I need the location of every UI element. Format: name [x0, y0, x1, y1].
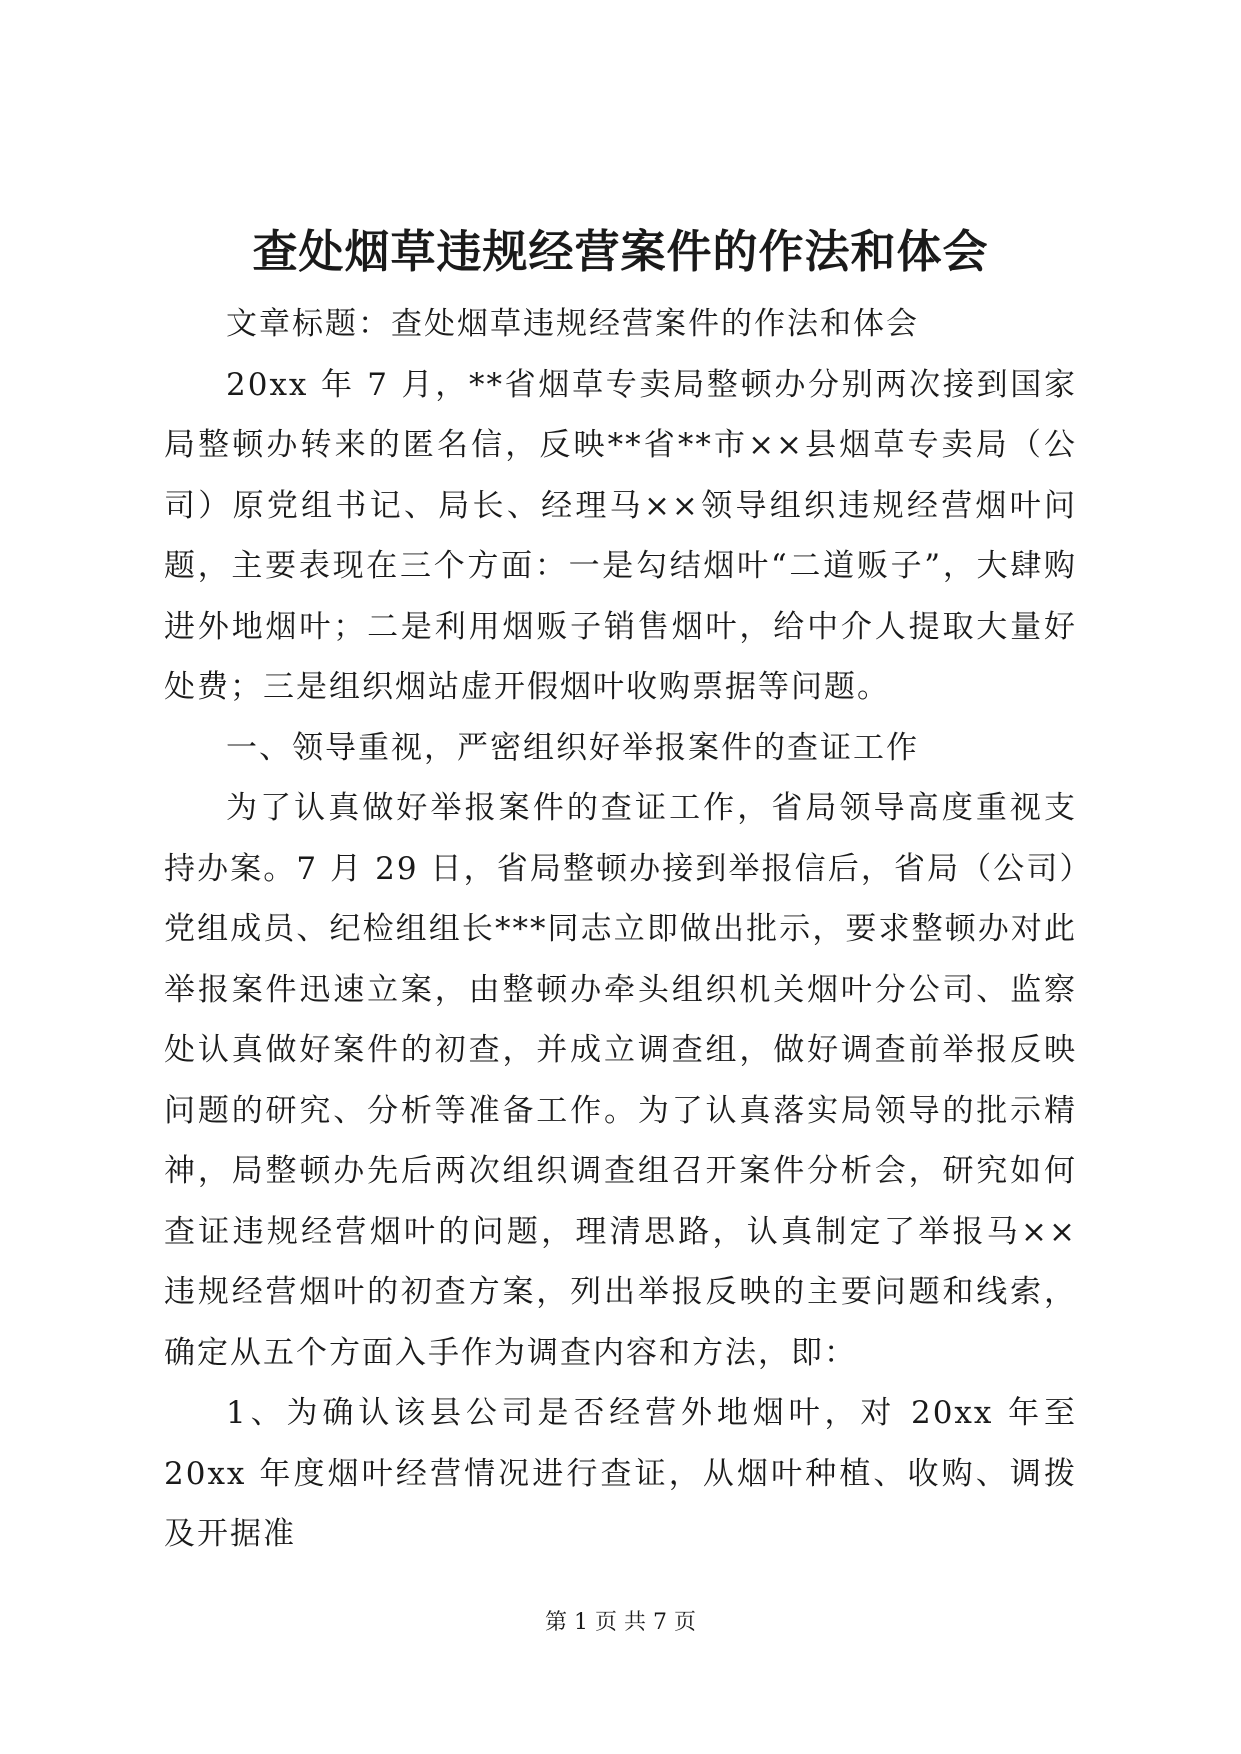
document-title: 查处烟草违规经营案件的作法和体会	[252, 225, 989, 278]
paragraph-section-body: 为了认真做好举报案件的查证工作，省局领导高度重视支持办案。7 月 29 日，省局整顿办接到举报信后，省局（公司）党组成员、纪检组组长***同志立即做出批示，要求整顿办对此举报案件迅速立案，由整顿办牵头组织机关烟叶分公司、监察处认真做好案件的初查，并成立调查组，做好调查前举报反映问题的研究、分析等准备工作。为了认真落实局领导的批示精神，局整顿办先后两次组织调查组召开案件分析会，研究如何查证违规经营烟叶的问题，理清思路，认真制定了举报马××违规经营烟叶的初查方案，列出举报反映的主要问题和线索，确定从五个方面入手作为调查内容和方法，即：	[164, 790, 1077, 1371]
page-number: 第 1 页	[545, 1610, 617, 1635]
paragraph-article-title: 文章标题：查处烟草违规经营案件的作法和体会	[226, 306, 919, 342]
paragraph-section-heading: 一、领导重视，严密组织好举报案件的查证工作	[226, 729, 919, 766]
document-body	[164, 294, 1077, 1565]
page-total: 共 7 页	[624, 1610, 696, 1635]
paragraph-list-item-1: 1、为确认该县公司是否经营外地烟叶，对 20xx 年至 20xx 年度烟叶经营情况进行查证，从烟叶种植、收购、调拨及开据准	[164, 1395, 1077, 1552]
paragraph-intro: 20xx 年 7 月，**省烟草专卖局整顿办分别两次接到国家局整顿办转来的匿名信，反映**省**市××县烟草专卖局（公司）原党组书记、局长、经理马××领导组织违规经营烟叶问题，主要表现在三个方面：一是勾结烟叶“二道贩子”，大肆购进外地烟叶；二是利用烟贩子销售烟叶，给中介人提取大量好处费；三是组织烟站虚开假烟叶收购票据等问题。	[164, 366, 1077, 705]
page-footer	[0, 1608, 1241, 1638]
